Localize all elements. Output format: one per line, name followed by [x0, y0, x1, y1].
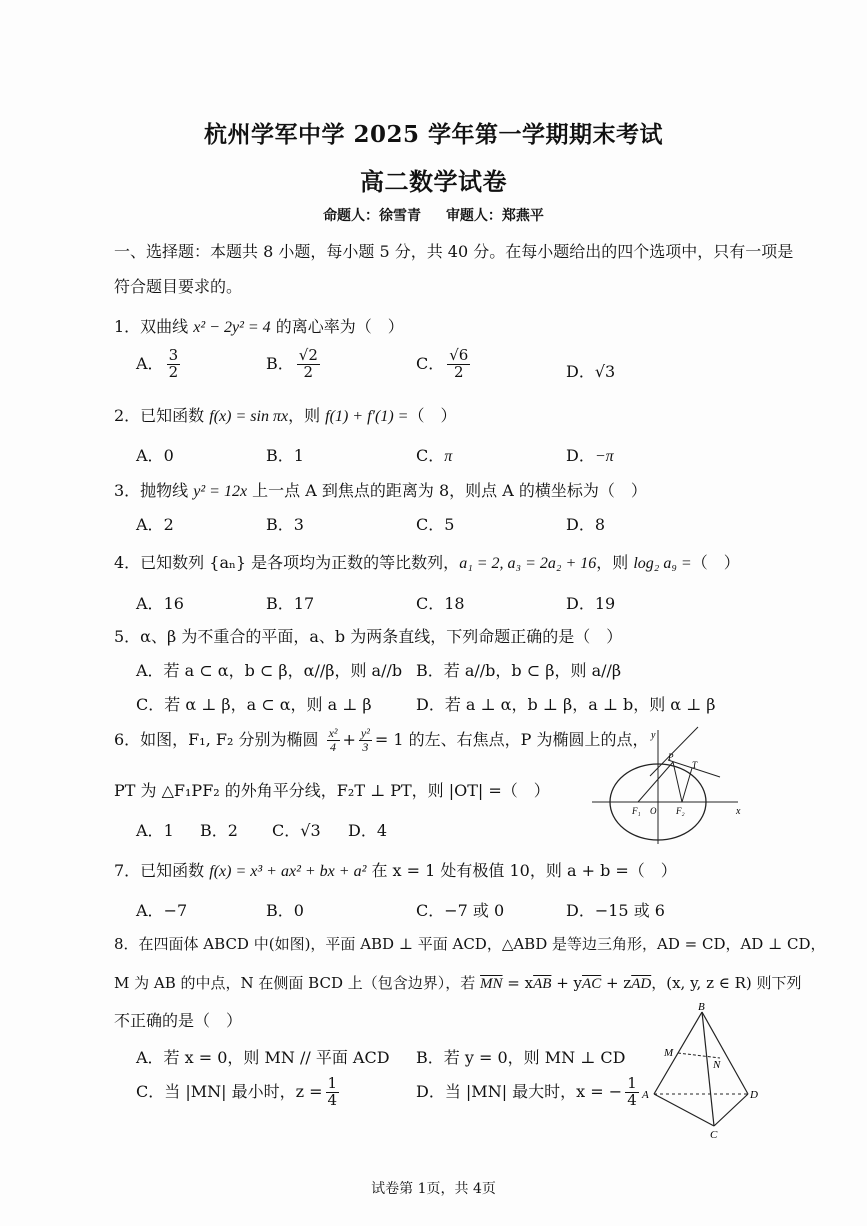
option-label: C． — [416, 901, 445, 920]
option-value: 16 — [163, 594, 184, 613]
option-value: √3 — [594, 362, 616, 381]
option-label: A． — [136, 515, 164, 534]
option-value: 17 — [293, 594, 315, 613]
segment-f1p — [638, 762, 673, 802]
denominator: 2 — [454, 362, 464, 381]
option-label: D． — [566, 446, 595, 465]
plus-sign: + — [342, 730, 356, 749]
q8-line2-suffix: ，(x, y, z ∈ R) 则下列 — [651, 974, 802, 992]
q6-option-a[interactable] — [136, 818, 174, 841]
q4-option-b[interactable] — [266, 591, 314, 614]
q8-plus-z: + z — [601, 974, 632, 992]
q1-option-a[interactable] — [136, 348, 183, 381]
option-label: C． — [416, 515, 445, 534]
numerator: 3 — [168, 346, 179, 364]
option-value: −π — [594, 448, 614, 465]
q3-stem-suffix: 上一点 A 到焦点的距离为 8，则点 A 的横坐标为（ ） — [247, 481, 647, 500]
option-value: 2 — [227, 821, 238, 840]
option-value: 3 — [293, 515, 304, 534]
q6-option-d[interactable] — [348, 818, 387, 841]
option-value: −7 或 0 — [444, 901, 505, 920]
q3-expression: y² = 12x — [193, 483, 248, 500]
q3-option-a[interactable] — [136, 512, 174, 535]
q7-option-a[interactable] — [136, 898, 187, 921]
segment-f2t — [682, 768, 692, 802]
vector-ac: $\overline{AC}$ — [582, 976, 602, 992]
option-value: 18 — [444, 594, 465, 613]
option-value: −15 或 6 — [594, 901, 665, 920]
denominator: 4 — [327, 1090, 338, 1109]
q2-option-d[interactable] — [566, 443, 614, 466]
fraction — [326, 1076, 340, 1109]
numerator: 1 — [627, 1074, 637, 1092]
ellipse-figure — [588, 722, 748, 847]
q1-stem-prefix: 1．双曲线 — [114, 317, 194, 336]
q5-option-b[interactable]: B．若 a//b，b ⊂ β，则 a//β — [416, 661, 622, 680]
q2-stem-suffix: （ ） — [408, 406, 457, 425]
q7-option-c[interactable] — [416, 898, 504, 921]
q4-option-c[interactable] — [416, 591, 465, 614]
vector-ab: $\overline{AB}$ — [533, 976, 552, 992]
option-label: C． — [272, 821, 301, 840]
question-5-stem: 5．α、β 为不重合的平面，a、b 为两条直线，下列命题正确的是（ ） — [114, 627, 623, 646]
option-value: 1 — [293, 446, 304, 465]
fraction-x — [327, 727, 340, 753]
option-value: 5 — [444, 515, 455, 534]
exam-subtitle: 高二数学试卷 — [360, 167, 507, 196]
q1-expression: x² − 2y² = 4 — [193, 319, 271, 336]
exam-title: 杭州学军中学 2025 学年第一学期期末考试 — [203, 121, 664, 148]
option-label: C． — [416, 353, 445, 373]
section-intro-line2: 符合题目要求的。 — [114, 277, 243, 296]
option-label: A． — [136, 821, 164, 840]
q6-option-c[interactable] — [272, 818, 321, 841]
q6-stem-suffix: = 1 的左、右焦点，P 为椭圆上的点， — [374, 730, 649, 749]
option-value: π — [444, 448, 453, 465]
question-6-line2: PT 为 △F₁PF₂ 的外角平分线，F₂T ⊥ PT，则 |OT| =（ ） — [114, 781, 550, 800]
option-value: 0 — [163, 446, 174, 465]
label-x: x — [736, 806, 741, 817]
option-label: C． — [416, 594, 445, 613]
question-1-stem — [114, 314, 404, 337]
numerator: y² — [360, 726, 370, 741]
q2-expression-2: f(1) + f′(1) = — [325, 408, 409, 425]
vector-mn: $\overline{MN}$ — [480, 976, 503, 992]
option-value: 2 — [163, 515, 174, 534]
tetrahedron-figure — [640, 998, 766, 1142]
label-a: A — [642, 1089, 649, 1101]
q4-expression: a₁ = 2, a₃ = 2a₂ + 16 — [459, 555, 597, 572]
option-label: A． — [136, 446, 164, 465]
fraction — [447, 348, 470, 381]
q7-stem-prefix: 7．已知函数 — [114, 861, 210, 880]
question-7-stem — [114, 858, 677, 881]
q8-option-c[interactable] — [136, 1076, 342, 1109]
denominator: 3 — [362, 740, 369, 754]
label-y: y — [651, 730, 656, 741]
denominator: 2 — [168, 362, 179, 381]
authors-line — [0, 205, 867, 225]
question-8-line2 — [114, 972, 802, 993]
edge-cd — [714, 1094, 748, 1126]
q8-eq: = x — [502, 974, 534, 992]
option-value: 19 — [594, 594, 616, 613]
q8-plus-y: + y — [551, 974, 583, 992]
q6-option-b[interactable] — [200, 818, 238, 841]
q2-stem-prefix: 2．已知函数 — [114, 406, 210, 425]
q4-stem-suffix: （ ） — [691, 553, 740, 572]
q7-option-d[interactable] — [566, 898, 665, 921]
question-8-line1: 8．在四面体 ABCD 中(如图)，平面 ABD ⊥ 平面 ACD，△ABD 是等边三角形，AD = CD，AD ⊥ CD， — [114, 935, 826, 953]
option-label: D． — [566, 515, 595, 534]
option-label: B． — [266, 901, 294, 920]
option-value: 4 — [376, 821, 388, 840]
q2-option-b[interactable] — [266, 443, 304, 466]
q7-stem-suffix: 在 x = 1 处有极值 10，则 a + b =（ ） — [366, 861, 677, 880]
option-label: B． — [266, 446, 294, 465]
q1-option-b[interactable] — [266, 348, 323, 381]
label-p: P — [668, 752, 674, 762]
denominator: 4 — [330, 740, 337, 754]
q1-option-c[interactable] — [416, 348, 473, 381]
q1-stem-suffix: 的离心率为（ ） — [270, 317, 404, 336]
numerator: √6 — [449, 346, 469, 364]
option-label: A． — [136, 901, 164, 920]
q6-stem-prefix: 6．如图，F₁, F₂ 分别为椭圆 — [114, 730, 324, 749]
q2-expression: f(x) = sin πx — [209, 408, 289, 425]
vector-ad: $\overline{AD}$ — [631, 976, 652, 992]
numerator: x² — [328, 726, 338, 741]
edge-ac — [654, 1094, 714, 1126]
q2-stem-mid: ，则 — [288, 406, 326, 425]
page-footer: 试卷第 1页，共 4页 — [371, 1181, 496, 1197]
option-text: C．当 |MN| 最小时，z = — [136, 1081, 323, 1101]
label-f2: F₂ — [676, 806, 685, 816]
q7-option-b[interactable] — [266, 898, 304, 921]
option-label: D． — [566, 362, 595, 381]
fraction-y — [359, 727, 372, 753]
label-b: B — [698, 1001, 705, 1013]
q7-expression: f(x) = x³ + ax² + bx + a² — [209, 863, 367, 880]
q2-option-a[interactable] — [136, 443, 174, 466]
option-label: D． — [566, 594, 595, 613]
label-m: M — [664, 1047, 674, 1059]
q1-option-d[interactable] — [566, 359, 615, 382]
question-2-stem — [114, 403, 456, 426]
denominator: 2 — [303, 362, 314, 381]
option-label: B． — [266, 353, 294, 373]
fraction — [297, 348, 320, 381]
label-o: O — [650, 806, 657, 816]
q3-option-d[interactable] — [566, 512, 605, 535]
section-intro-line1: 一、选择题：本题共 8 小题，每小题 5 分，共 40 分。在每小题给出的四个选项中，只有一项是 — [114, 242, 794, 261]
question-4-stem — [114, 550, 740, 573]
numerator: 1 — [327, 1074, 338, 1092]
author-label: 命题人：徐雪青 — [323, 208, 422, 224]
q4-option-d[interactable] — [566, 591, 615, 614]
option-label: B． — [266, 515, 294, 534]
label-d: D — [750, 1089, 758, 1101]
option-value: 8 — [594, 515, 606, 534]
q8-option-b[interactable]: B．若 y = 0，则 MN ⊥ CD — [416, 1048, 626, 1067]
option-value: −7 — [163, 901, 188, 920]
option-label: B． — [266, 594, 294, 613]
label-c: C — [710, 1129, 718, 1141]
q3-stem-prefix: 3．抛物线 — [114, 481, 194, 500]
fraction — [167, 348, 181, 381]
q5-option-d[interactable]: D．若 a ⊥ α，b ⊥ β，a ⊥ b，则 α ⊥ β — [416, 695, 716, 714]
option-label: B． — [200, 821, 228, 840]
denominator: 4 — [627, 1090, 637, 1109]
question-8-line3: 不正确的是（ ） — [114, 1011, 243, 1030]
q5-option-a[interactable]: A．若 a ⊂ α，b ⊂ β，α//β，则 a//b — [136, 661, 403, 680]
q8-line2-prefix: M 为 AB 的中点，N 在侧面 BCD 上（包含边界），若 — [114, 974, 481, 992]
question-3-stem — [114, 478, 647, 501]
option-label: D． — [348, 821, 377, 840]
option-value: 0 — [293, 901, 304, 920]
q3-option-b[interactable] — [266, 512, 304, 535]
q5-option-c[interactable]: C．若 α ⊥ β，a ⊂ α，则 a ⊥ β — [136, 695, 372, 714]
q2-option-c[interactable] — [416, 443, 452, 466]
option-label: C． — [416, 446, 445, 465]
option-label: D． — [566, 901, 595, 920]
option-value: 1 — [163, 821, 174, 840]
q3-option-c[interactable] — [416, 512, 454, 535]
label-f1: F₁ — [632, 806, 641, 816]
segment-mn — [678, 1053, 720, 1058]
label-n: N — [713, 1059, 721, 1071]
option-value: √3 — [300, 821, 321, 840]
option-label: A． — [136, 594, 164, 613]
q4-stem-mid: ，则 — [596, 553, 634, 572]
q4-expression-2: log₂ a₉ = — [633, 555, 692, 572]
option-label: A． — [136, 353, 164, 373]
label-t: T — [692, 760, 698, 770]
reviewer-label: 审题人：郑燕平 — [445, 208, 544, 224]
fraction — [625, 1076, 639, 1109]
q8-option-d[interactable] — [416, 1076, 642, 1109]
q8-option-a[interactable]: A．若 x = 0，则 MN // 平面 ACD — [136, 1048, 390, 1067]
q4-option-a[interactable] — [136, 591, 184, 614]
option-text: D．当 |MN| 最大时，x = − — [416, 1081, 623, 1101]
numerator: √2 — [298, 346, 318, 364]
q4-stem-prefix: 4．已知数列 {aₙ} 是各项均为正数的等比数列， — [114, 553, 460, 572]
question-6-stem — [114, 727, 648, 754]
